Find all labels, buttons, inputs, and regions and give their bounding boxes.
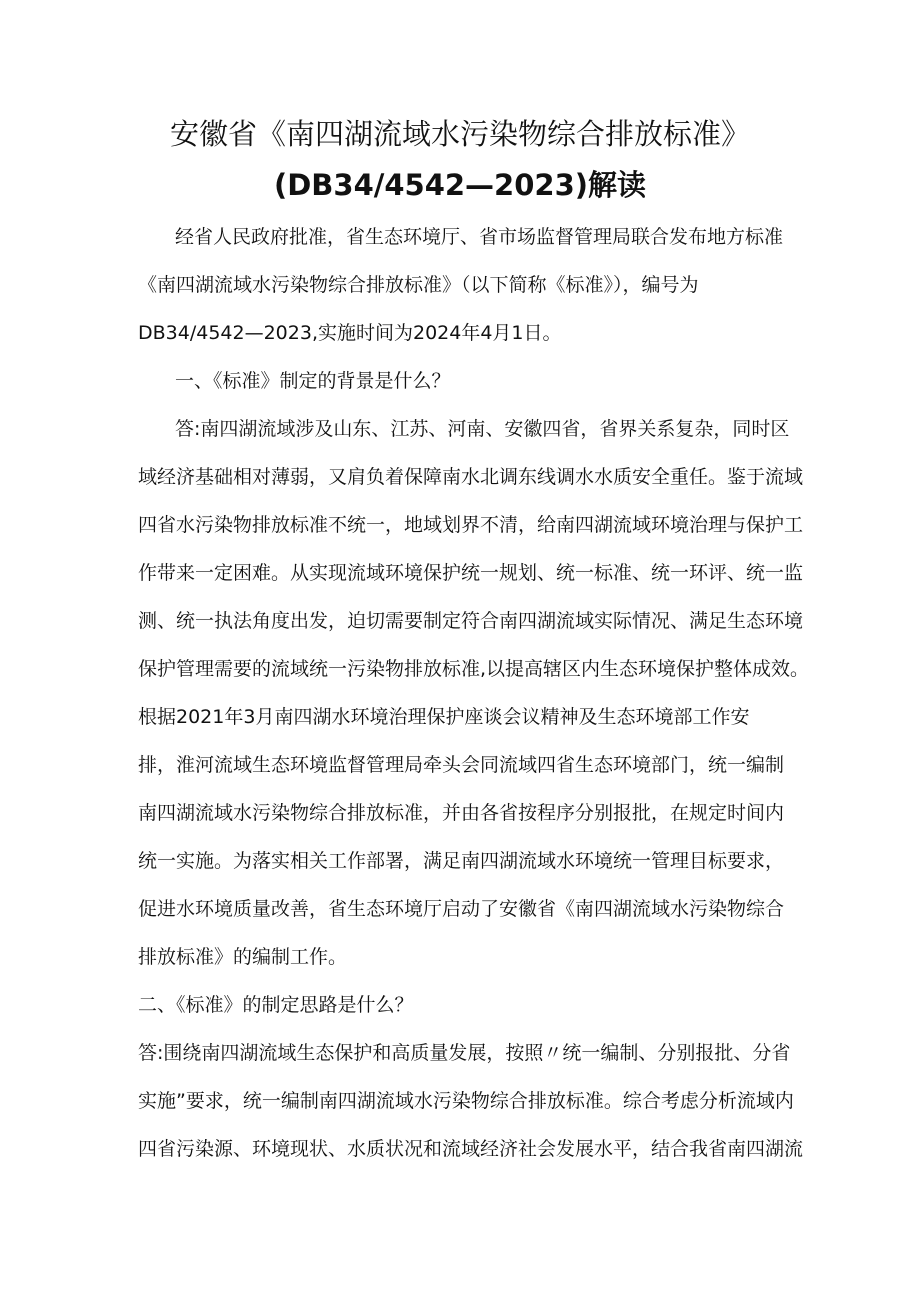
text-line: 促进水环境质量改善，省生态环境厅启动了安徽省《南四湖流域水污染物综合 [138, 898, 785, 920]
text-line: 作带来一定困难。从实现流域环境保护统一规划、统一标准、统一环评、统一监 [138, 562, 804, 584]
text-line: 保护管理需要的流域统一污染物排放标准,以提高辖区内生态环境保护整体成效。 [138, 658, 810, 680]
text-line: 根据2021年3月南四湖水环境治理保护座谈会议精神及生态环境部工作安 [138, 706, 750, 728]
text-line: 测、统一执法角度出发，迫切需要制定符合南四湖流域实际情况、满足生态环境 [138, 610, 804, 632]
text-line: 经省人民政府批准，省生态环境厅、省市场监督管理局联合发布地方标准 [175, 226, 784, 248]
text-line: 答:围绕南四湖流域生态保护和高质量发展，按照〃统一编制、分别报批、分省 [138, 1042, 791, 1064]
text-line: 四省污染源、环境现状、水质状况和流域经济社会发展水平，结合我省南四湖流 [138, 1138, 804, 1160]
text-line: 排放标准》的编制工作。 [138, 946, 348, 968]
section-heading-1: 一、《标准》制定的背景是什么？ [175, 370, 451, 392]
section-heading-2: 二、《标准》的制定思路是什么？ [138, 994, 414, 1016]
text-line: 排，淮河流域生态环境监督管理局牵头会同流域四省生态环境部门，统一编制 [138, 754, 785, 776]
text-line: 四省水污染物排放标准不统一，地域划界不清，给南四湖流域环境治理与保护工 [138, 514, 804, 536]
text-line: 《南四湖流域水污染物综合排放标准》（以下简称《标准》），编号为 [138, 274, 699, 296]
document-title-line1: 安徽省《南四湖流域水污染物综合排放标准》 [169, 117, 750, 151]
document-title-line2: (DB34/4542—2023)解读 [273, 168, 647, 202]
text-line: DB34/4542—2023,实施时间为2024年4月1日。 [138, 322, 562, 344]
text-line: 答:南四湖流域涉及山东、江苏、河南、安徽四省，省界关系复杂，同时区 [175, 418, 790, 440]
text-line: 域经济基础相对薄弱，又肩负着保障南水北调东线调水水质安全重任。鉴于流域 [138, 466, 804, 488]
text-line: 实施”要求，统一编制南四湖流域水污染物综合排放标准。综合考虑分析流域内 [138, 1090, 794, 1112]
text-line: 统一实施。为落实相关工作部署，满足南四湖流域水环境统一管理目标要求， [138, 850, 785, 872]
text-line: 南四湖流域水污染物综合排放标准，并由各省按程序分别报批，在规定时间内 [138, 802, 785, 824]
